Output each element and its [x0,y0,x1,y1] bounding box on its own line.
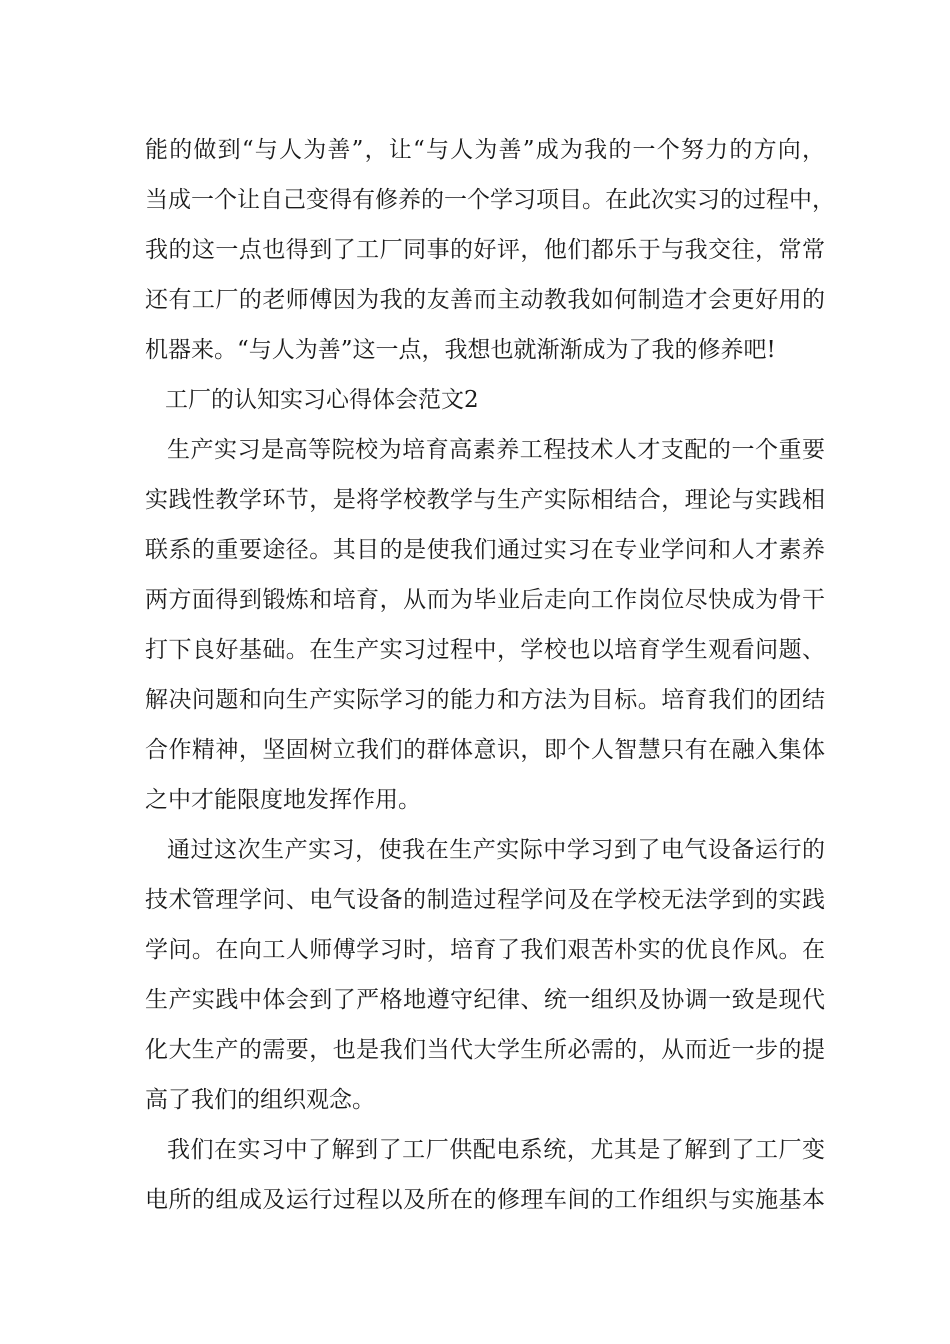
paragraph-line: 机器来。“与人为善”这一点，我想也就渐渐成为了我的修养吧! [145,337,776,363]
paragraph-line: 两方面得到锻炼和培育，从而为毕业后走向工作岗位尽快成为骨干 [145,587,825,613]
paragraph-line: 化大生产的需要，也是我们当代大学生所必需的，从而近一步的提 [145,1037,825,1063]
paragraph-line: 生产实践中体会到了严格地遵守纪律、统一组织及协调一致是现代 [145,987,825,1013]
paragraph-line: 我的这一点也得到了工厂同事的好评，他们都乐于与我交往，常常 [145,237,825,263]
paragraph-line: 实践性教学环节，是将学校教学与生产实际相结合，理论与实践相 [145,487,825,513]
section-heading: 工厂的认知实习心得体会范文2 [165,387,479,413]
paragraph-line: 通过这次生产实习，使我在生产实际中学习到了电气设备运行的 [167,837,825,863]
paragraph-line: 电所的组成及运行过程以及所在的修理车间的工作组织与实施基本 [145,1187,825,1213]
paragraph-line: 之中才能限度地发挥作用。 [145,787,421,813]
paragraph-line: 还有工厂的老师傅因为我的友善而主动教我如何制造才会更好用的 [145,287,825,313]
paragraph-line: 生产实习是高等院校为培育高素养工程技术人才支配的一个重要 [167,437,825,463]
paragraph-line: 能的做到“与人为善”，让“与人为善”成为我的一个努力的方向， [145,137,825,163]
paragraph-line: 技术管理学问、电气设备的制造过程学问及在学校无法学到的实践 [145,887,825,913]
paragraph-line: 打下良好基础。在生产实习过程中，学校也以培育学生观看问题、 [145,637,825,663]
paragraph-line: 学问。在向工人师傅学习时，培育了我们艰苦朴实的优良作风。在 [145,937,825,963]
paragraph-line: 高了我们的组织观念。 [145,1087,375,1113]
paragraph-line: 我们在实习中了解到了工厂供配电系统，尤其是了解到了工厂变 [167,1137,825,1163]
paragraph-line: 当成一个让自己变得有修养的一个学习项目。在此次实习的过程中， [145,187,835,213]
paragraph-line: 联系的重要途径。其目的是使我们通过实习在专业学问和人才素养 [145,537,825,563]
paragraph-line: 解决问题和向生产实际学习的能力和方法为目标。培育我们的团结 [145,687,825,713]
paragraph-line: 合作精神，坚固树立我们的群体意识，即个人智慧只有在融入集体 [145,737,825,763]
